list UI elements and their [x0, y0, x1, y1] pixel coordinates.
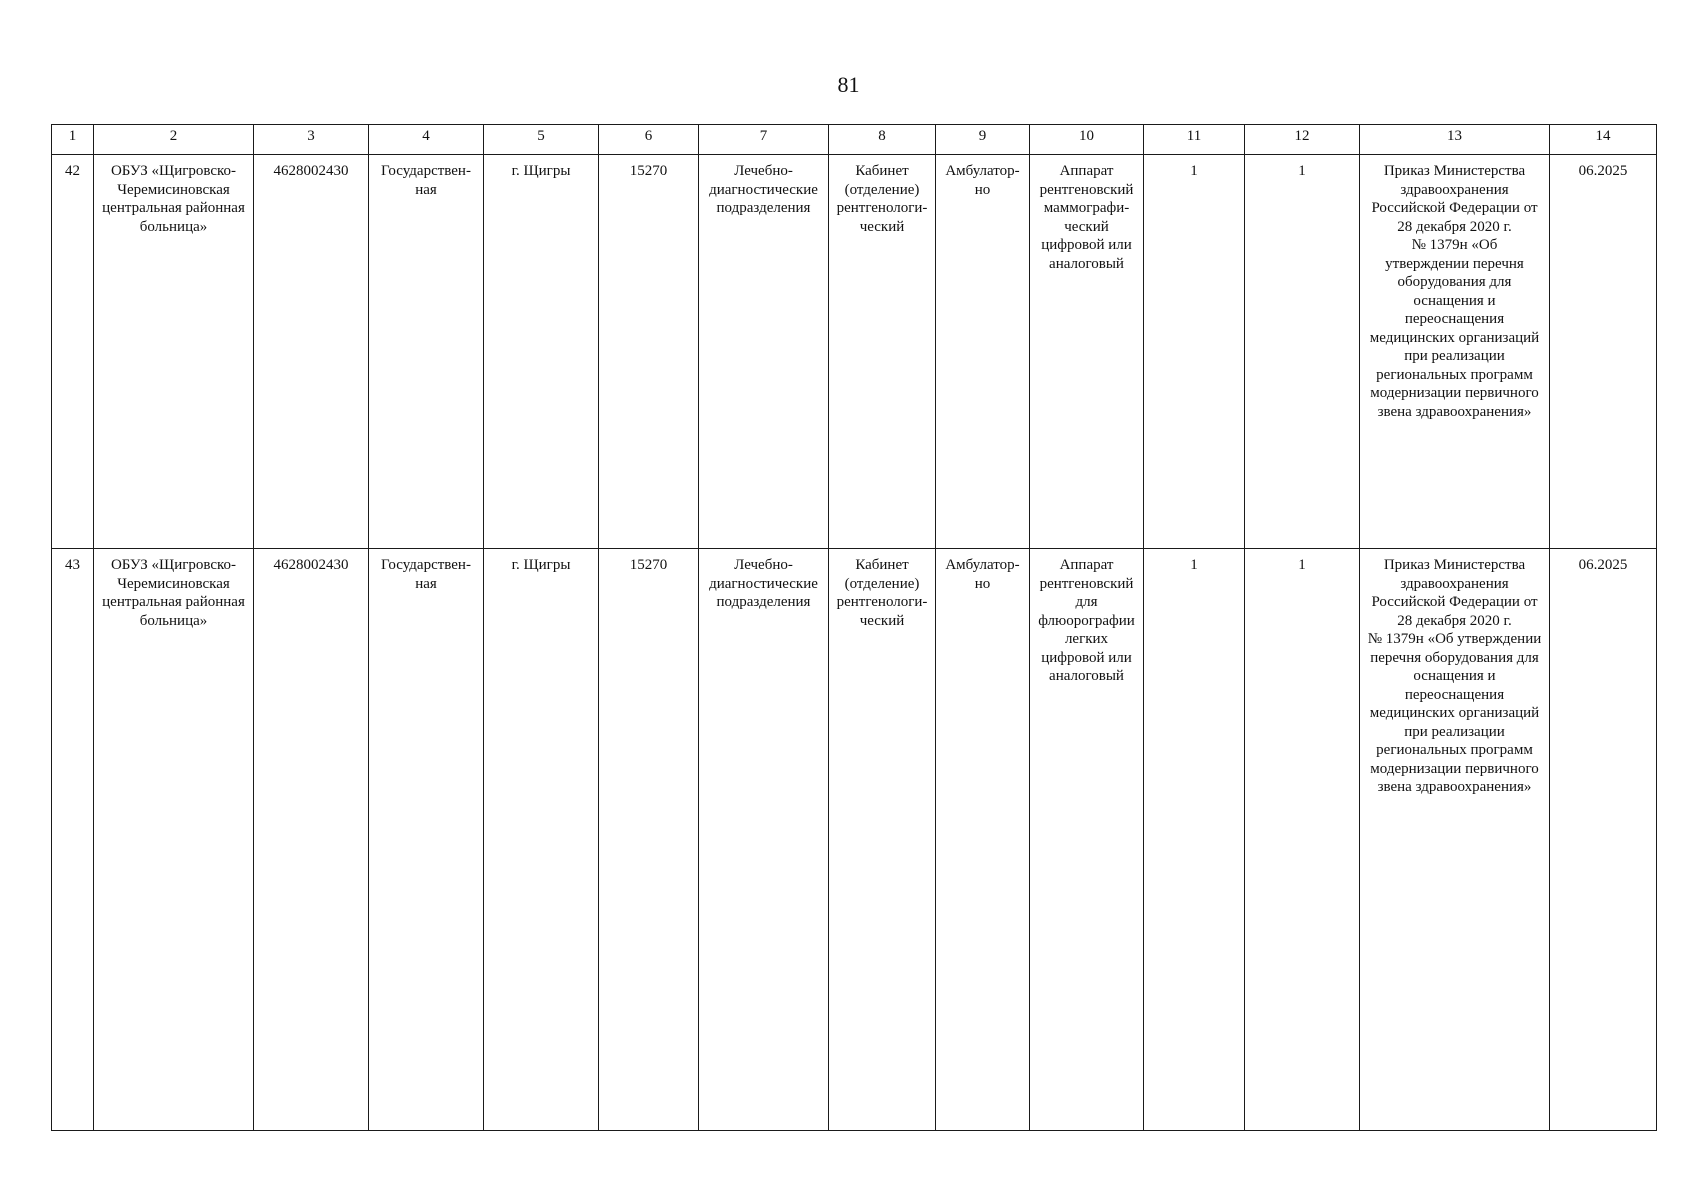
- table-cell: [254, 549, 369, 1131]
- table-cell: [52, 549, 94, 1131]
- care-conditions: Амбулатор- но: [945, 163, 1020, 198]
- legal-basis: Приказ Министерства здравоохранения Российской Федерации от 28 декабря 2020 г. № 1379н «Об утверждении перечня оборудования для оснащения и переоснащения медицинских организаций при реализации региональных программ модернизации первичного звена здравоохранения»: [1369, 163, 1540, 420]
- column-number-header: 14: [1550, 125, 1657, 155]
- legal-basis: Приказ Министерства здравоохранения Российской Федерации от 28 декабря 2020 г. № 1379н «Об утверждении перечня оборудования для оснащения и переоснащения медицинских организаций при реализации региональных программ модернизации первичного звена здравоохранения»: [1367, 557, 1542, 795]
- table-cell: [1030, 549, 1144, 1131]
- table-cell: [94, 155, 254, 549]
- table-cell: [599, 549, 699, 1131]
- table-cell: [1030, 155, 1144, 549]
- table-cell: [1360, 155, 1550, 549]
- ownership-form: Государствен- ная: [381, 557, 471, 592]
- quantity: 1: [1190, 163, 1198, 179]
- table-cell: [1144, 155, 1245, 549]
- ownership-form: Государствен- ная: [381, 163, 471, 198]
- table-cell: [1144, 549, 1245, 1131]
- organization-name: ОБУЗ «Щигровско- Черемисиновская центральная районная больница»: [102, 163, 245, 235]
- column-number-header: 3: [254, 125, 369, 155]
- table-cell: [1550, 549, 1657, 1131]
- table-header-row: [52, 125, 1657, 155]
- table-row: [52, 155, 1657, 549]
- inn-value: 4628002430: [273, 557, 349, 573]
- table-cell: [599, 155, 699, 549]
- equipment-name: Аппарат рентгеновский маммографи- ческий цифровой или аналоговый: [1039, 163, 1134, 272]
- table-cell: [1245, 549, 1360, 1131]
- deadline-date: 06.2025: [1578, 557, 1628, 573]
- table-cell: [369, 155, 484, 549]
- table-cell: [1245, 155, 1360, 549]
- column-number-header: 10: [1030, 125, 1144, 155]
- column-number-header: 8: [829, 125, 936, 155]
- city: г. Щигры: [511, 557, 571, 573]
- table-cell: [254, 155, 369, 549]
- column-number-header: 12: [1245, 125, 1360, 155]
- division: Лечебно- диагностические подразделения: [709, 163, 818, 216]
- document-table: [51, 124, 1657, 1131]
- row-number: 42: [65, 163, 80, 179]
- table-cell: [484, 549, 599, 1131]
- column-number-header: 4: [369, 125, 484, 155]
- column-number-header: 11: [1144, 125, 1245, 155]
- page-number: 81: [837, 72, 860, 97]
- department: Кабинет (отделение) рентгенологи- ческий: [836, 163, 928, 235]
- table-cell: [1550, 155, 1657, 549]
- row-number: 43: [65, 557, 80, 573]
- table-cell: [52, 155, 94, 549]
- column-number-header: 13: [1360, 125, 1550, 155]
- code-value: 15270: [629, 163, 668, 179]
- care-conditions: Амбулатор- но: [945, 557, 1020, 592]
- table-cell: [94, 549, 254, 1131]
- city: г. Щигры: [511, 163, 571, 179]
- organization-name: ОБУЗ «Щигровско- Черемисиновская центральная районная больница»: [102, 557, 245, 629]
- column-number-header: 2: [94, 125, 254, 155]
- deadline-date: 06.2025: [1578, 163, 1628, 179]
- division: Лечебно- диагностические подразделения: [709, 557, 818, 610]
- table-cell: [1360, 549, 1550, 1131]
- code-value: 15270: [629, 557, 668, 573]
- column-number-header: 7: [699, 125, 829, 155]
- quantity: 1: [1298, 557, 1306, 573]
- column-number-header: 1: [52, 125, 94, 155]
- inn-value: 4628002430: [273, 163, 349, 179]
- column-number-header: 6: [599, 125, 699, 155]
- table-cell: [699, 549, 829, 1131]
- table-cell: [699, 155, 829, 549]
- department: Кабинет (отделение) рентгенологи- ческий: [836, 557, 928, 629]
- table-cell: [829, 155, 936, 549]
- column-number-header: 9: [936, 125, 1030, 155]
- equipment-name: Аппарат рентгеновский для флюорографии легких цифровой или аналоговый: [1038, 557, 1135, 684]
- table-cell: [369, 549, 484, 1131]
- column-number-header: 5: [484, 125, 599, 155]
- quantity: 1: [1298, 163, 1306, 179]
- table-cell: [936, 549, 1030, 1131]
- quantity: 1: [1190, 557, 1198, 573]
- table-cell: [829, 549, 936, 1131]
- table-row: [52, 549, 1657, 1131]
- table-cell: [936, 155, 1030, 549]
- table-cell: [484, 155, 599, 549]
